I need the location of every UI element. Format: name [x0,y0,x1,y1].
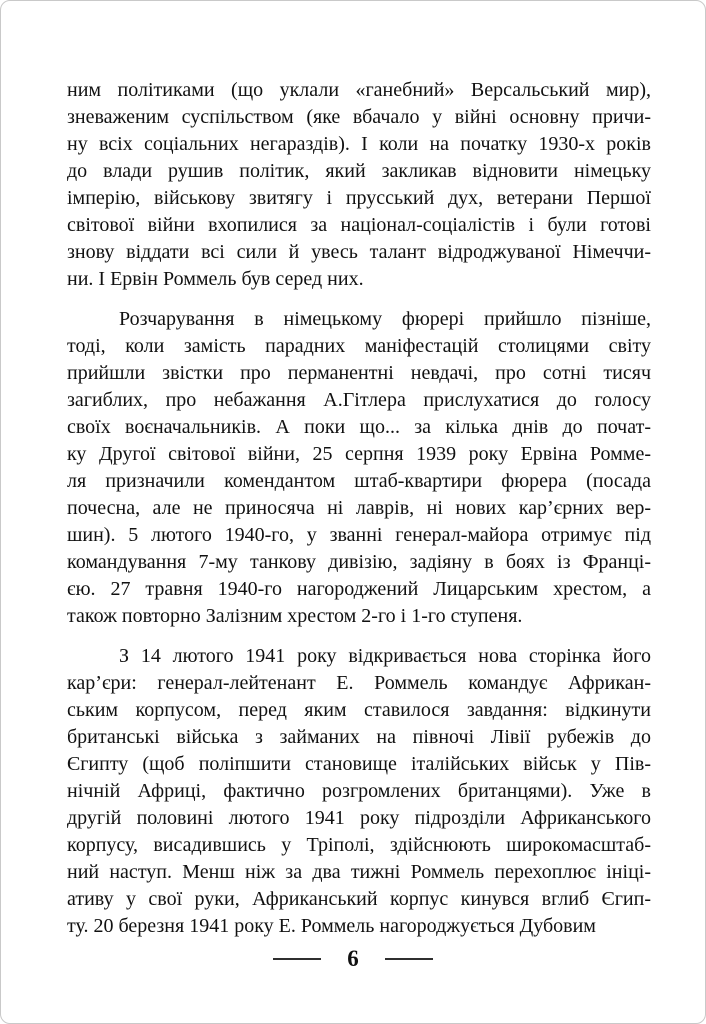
text-line: ським корпусом, перед яким ставилося завдання: відкинути [67,699,651,721]
text-line: загиблих, про небажання А.Гітлера прислухатися до голосу [67,389,651,411]
text-line: британські війська з займаних на півночі Лівії рубежів до [67,726,651,748]
text-line: Єгипту (щоб поліпшити становище італійських військ у Пів- [67,753,651,775]
text-line: до влади рушив політик, який закликав відновити німецьку [67,160,651,182]
footer-rule-left [273,958,321,960]
text-line: нічній Африці, фактично розгромлених британцями). Уже в [67,780,651,802]
text-line: З 14 лютого 1941 року відкривається нова сторінка його [119,645,651,667]
text-line: кар’єри: генерал-лейтенант Е. Роммель командує Африкан- [67,672,651,694]
paragraph [67,306,651,630]
text-line: другій половині лютого 1941 року підрозділи Африканського [67,807,651,829]
text-line: ативу у свої руки, Африканський корпус кинувся вглиб Єгип- [67,888,651,910]
text-line: імперію, військову звитягу і прусський дух, ветерани Першої [67,187,651,209]
text-line: тоді, коли замість парадних маніфестацій столицями світу [67,335,651,357]
text-line: ни. І Ервін Роммель був серед них. [67,268,364,290]
text-line: Розчарування в німецькому фюрері прийшло пізніше, [119,308,651,330]
text-line: командування 7-му танкову дивізію, задіяну в боях із Франці- [67,551,651,573]
text-line: ку Другої світової війни, 25 серпня 1939 року Ервіна Ромме- [67,443,651,465]
text-line: ля призначили комендантом штаб-квартири фюрера (посада [67,470,651,492]
paragraph [67,77,651,293]
page-footer [1,947,705,970]
text-line: ним політиками (що уклали «ганебний» Версальський мир), [67,79,651,101]
text-line: знову віддати всі сили й увесь талант відроджуваної Німеччи- [67,241,651,263]
text-line: єю. 27 травня 1940-го нагороджений Лицарським хрестом, а [67,578,651,600]
page-number: 6 [347,946,359,971]
text-line: ний наступ. Менш ніж за два тижні Роммель перехоплює ініці- [67,861,651,883]
text-line: корпусу, висадившись у Тріполі, здійснюють широкомасштаб- [67,834,651,856]
text-line: своїх воєначальників. А поки що... за кілька днів до почат- [67,416,651,438]
text-line: шин). 5 лютого 1940-го, у званні генерал-майора отримує під [67,524,651,546]
page-text [67,77,651,940]
text-line: зневаженим суспільством (яке вбачало у війні основну причи- [67,106,651,128]
footer-rule-right [385,958,433,960]
text-line: ту. 20 березня 1941 року Е. Роммель нагороджується Дубовим [67,915,596,937]
text-line: почесна, але не приносяча ні лаврів, ні нових кар’єрних вер- [67,497,651,519]
text-line: світової війни вхопилися за націонал-соціалістів і були готові [67,214,651,236]
paragraph [67,643,651,940]
text-line: ну всіх соціальних негараздів). І коли на початку 1930-х років [67,133,651,155]
text-line: прийшли звістки про перманентні невдачі, про сотні тисяч [67,362,651,384]
text-line: також повторно Залізним хрестом 2-го і 1-го ступеня. [67,605,523,627]
